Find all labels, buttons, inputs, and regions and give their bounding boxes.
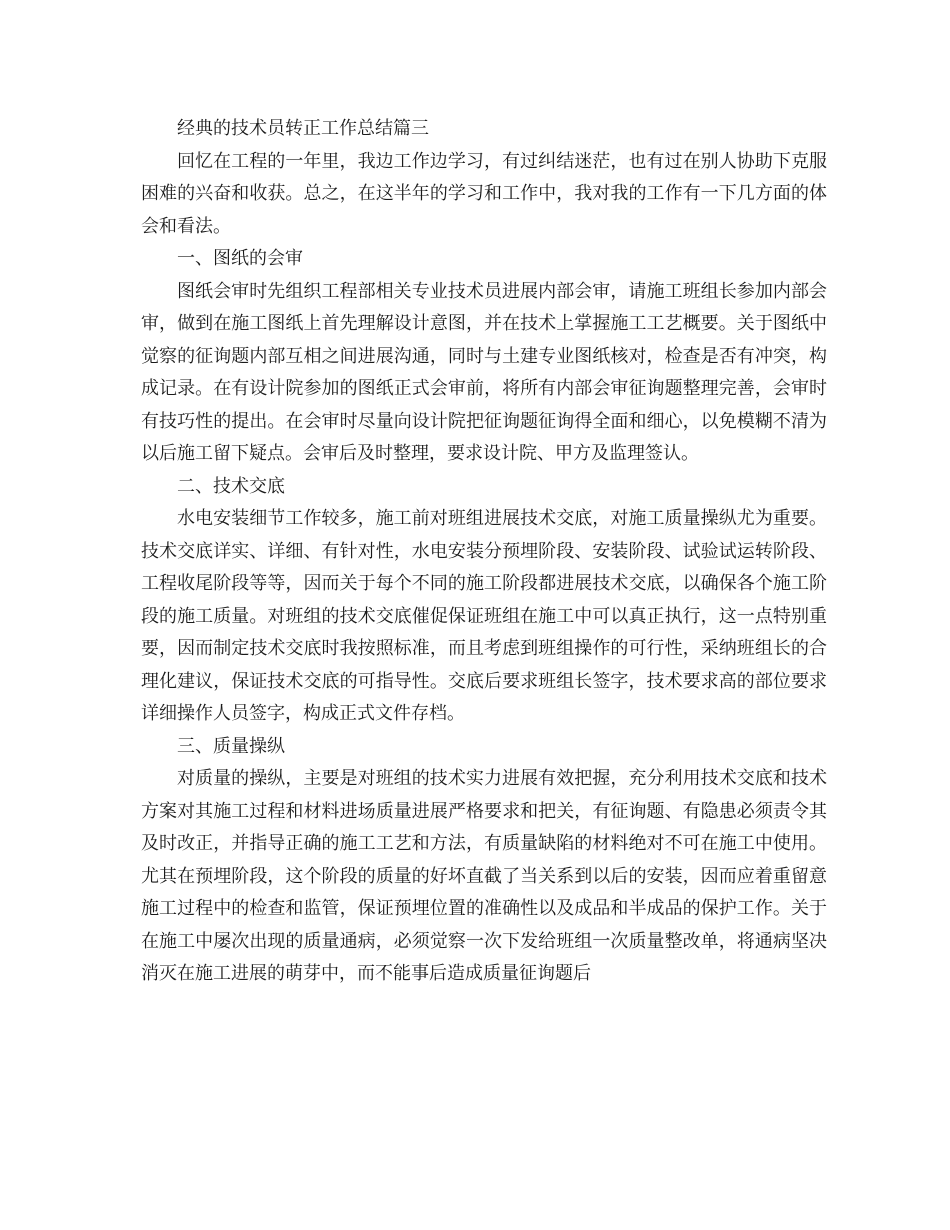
- section-heading-drawing-review: 一、图纸的会审: [177, 248, 303, 269]
- intro-paragraph: 回忆在工程的一年里，我边工作边学习，有过纠结迷茫，也有过在别人协助下克服困难的兴奋和收获。总之，在这半年的学习和工作中，我对我的工作有一下几方面的体会和看法。: [141, 150, 827, 237]
- section-body-drawing-review: 图纸会审时先组织工程部相关专业技术员进展内部会审，请施工班组长参加内部会审，做到在施工图纸上首先理解设计意图，并在技术上掌握施工工艺概要。关于图纸中觉察的征询题内部互相之间进展沟通，同时与土建专业图纸核对，检查是否有冲突，构成记录。在有设计院参加的图纸正式会审前，将所有内部会审征询题整理完善，会审时有技巧性的提出。在会审时尽量向设计院把征询题征询得全面和细心，以免模糊不清为以后施工留下疑点。会审后及时整理，要求设计院、甲方及监理签认。: [141, 280, 827, 464]
- document-body: [141, 113, 827, 991]
- document-title: 经典的技术员转正工作总结篇三: [177, 118, 429, 139]
- section-heading-quality-control: 三、质量操纵: [177, 735, 285, 757]
- section-body-quality-control: 对质量的操纵，主要是对班组的技术实力进展有效把握，充分利用技术交底和技术方案对其施工过程和材料进场质量进展严格要求和把关，有征询题、有隐患必须责令其及时改正，并指导正确的施工工艺和方法，有质量缺陷的材料绝对不可在施工中使用。尤其在预埋阶段，这个阶段的质量的好坏直截了当关系到以后的安装，因而应着重留意施工过程中的检查和监管，保证预埋位置的准确性以及成品和半成品的保护工作。关于在施工中屡次出现的质量通病，必须觉察一次下发给班组一次质量整改单，将通病坚决消灭在施工进展的萌芽中，而不能事后造成质量征询题后: [141, 768, 827, 984]
- section-body-technical-briefing: 水电安装细节工作较多，施工前对班组进展技术交底，对施工质量操纵尤为重要。技术交底详实、详细、有针对性，水电安装分预埋阶段、安装阶段、试验试运转阶段、工程收尾阶段等等，因而关于每个不同的施工阶段都进展技术交底，以确保各个施工阶段的施工质量。对班组的技术交底催促保证班组在施工中可以真正执行，这一点特别重要，因而制定技术交底时我按照标准，而且考虑到班组操作的可行性，采纳班组长的合理化建议，保证技术交底的可指导性。交底后要求班组长签字，技术要求高的部位要求详细操作人员签字，构成正式文件存档。: [141, 508, 827, 724]
- section-heading-technical-briefing: 二、技术交底: [177, 475, 285, 497]
